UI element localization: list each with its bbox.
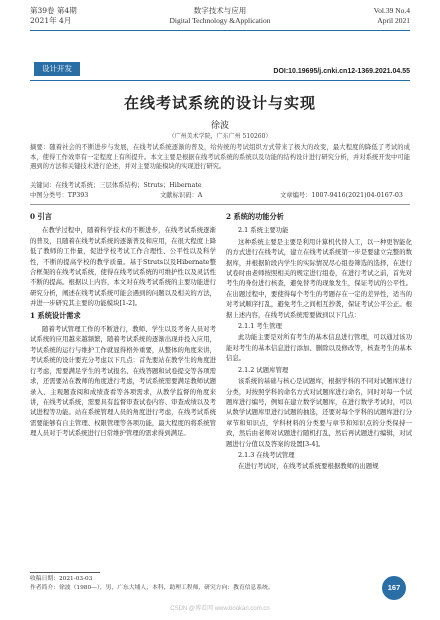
paragraph-introduction: 在教学过程中，随着科学技术的不断进步，在线考试系统逐渐的普及，且随着在线考试系统的逐渐普及和应用，在很大程度上降低了教师的工作量，促进学校考试工作合理性、公平性以及科学性，不断的提高学校的教学质量。基于Struts以及Hibernate整合框架的在线考试系统，使得在线考试系统的可维护性以及灵活性不断的提高。根据以上内容，本文对在线考试系统的主要功能进行研究分析，阐述在线考试系统可能会遇到的问题以及相关的方法，并进一步研究其主要的功能模块[1-2]。 bbox=[30, 226, 216, 308]
section-rule bbox=[30, 80, 410, 81]
right-column bbox=[226, 210, 412, 473]
paragraph-online-exam: 在进行考试时，在线考试系统要根据教师的出题规 bbox=[238, 462, 379, 471]
abstract: 摘要：随着社会的不断进步与发展，在线考试系统逐渐的普及，给传统的考试组织方式带来了极大的改变，最大程度的降低了考试的成本，使得工作效率有一定程度上有所提升。本文主要是根据在线考试系统的系统以及功能的结构设计进行研究分析，并对系统开发中可能遇到的方法和关键技术进行论述，并对主要功能模块的实现进行研究。 bbox=[30, 144, 410, 171]
footnote-rule bbox=[30, 572, 100, 573]
paragraph-student-management: 此功能主要是对所有考生的基本信息进行管理，可以通过该功能对考生的基本信息进行添加、删除以及修改等，核查考生的基本信息。 bbox=[226, 333, 412, 363]
watermark: CSDN @博看网 www.bookan.com.cn bbox=[170, 606, 270, 612]
abstract-rule bbox=[30, 204, 410, 205]
article-number: 文章编号：1007-9416(2021)04-0167-03 bbox=[280, 192, 403, 199]
class-number: 中图分类号：TP393 bbox=[30, 192, 89, 199]
keywords: 关键词：在线考试系统；三层体系结构；Struts；Hibernate bbox=[30, 182, 202, 189]
paragraph-question-bank: 该系统的基础与核心是试题库，根据学科的不同对试题库进行分类，对按照学科的命名方式对试题库进行命名，同时对每一个试题库进行编号，例如在建立数学试题库，在进行数学考试时，可以从数学试题库里进行试题的抽选，还要对每个学科的试题库进行分章节和知识点，学科材料的分类要与章节和知识点的分类保持一致，然后由老师对试题进行随机打乱，然后再试题进行编辑，对试题进行分值以及答案的设置[3-4]。 bbox=[226, 377, 412, 448]
heading-student-management: 2.1.1 考生管理 bbox=[238, 322, 282, 331]
page-number: 167 bbox=[382, 576, 406, 600]
heading-question-bank: 2.1.2 试题库管理 bbox=[238, 365, 289, 374]
heading-introduction: 0 引言 bbox=[30, 212, 52, 221]
left-column bbox=[30, 210, 216, 440]
heading-function-analysis: 2 系统的功能分析 bbox=[226, 212, 284, 221]
affiliation: （广州美术学院，广东广州 510260） bbox=[168, 133, 272, 140]
heading-main-functions: 2.1 系统主要功能 bbox=[238, 226, 289, 235]
author: 徐波 bbox=[210, 121, 229, 131]
header-volume-en: Vol.39 No.4 April 2021 bbox=[373, 6, 410, 25]
paragraph-main-functions: 这种系统主要是主要是利用计算机代替人工，以一种更智能化的方式进行在线考试，建立在线考试系统第一步是要建立完整的数据库，并根据阶段内学生的实际情况尽心组卷筛选的选择，在进行试卷时由老师按照相关的规定进行组卷，在进行考试之前，首先对考生的身份进行核查，避免替考的现象发生，保证考试的公平性。在出题过程中，要使得每个考生的考题存在一定的差异性，适当的对考试顺序打乱，避免考生之间相互抄袭，保证考试公平公正。根据上述内容，在线考试系统需要做到以下几点： bbox=[226, 237, 412, 319]
document-code: 文献标识码：A bbox=[160, 192, 203, 199]
header-rule bbox=[30, 30, 410, 31]
heading-design-requirements: 1 系统设计需求 bbox=[30, 310, 81, 320]
journal-header bbox=[0, 0, 440, 34]
heading-online-exam: 2.1.3 在线考试管理 bbox=[238, 450, 295, 459]
doi: DOI:10.19695/j.cnki.cn12-1369.2021.04.55 bbox=[273, 68, 410, 75]
header-journal-name: 数字技术与应用 Digital Technology &Application bbox=[169, 6, 271, 25]
header-volume-cn: 第39卷 第4期 2021年 4月 bbox=[30, 6, 77, 25]
section-tag: 设计开发 bbox=[34, 62, 80, 76]
footnote-received: 收稿日期：2021-03-03 bbox=[30, 576, 93, 582]
classification-line bbox=[30, 191, 410, 201]
footnote-author: 作者简介：徐波（1980—），男，广东大埔人，本科，助理工程师，研究方向：教育信息系统。 bbox=[30, 585, 274, 591]
article-title: 在线考试系统的设计与实现 bbox=[123, 94, 316, 112]
paragraph-design-requirements: 随着考试管理工作的不断进行，教师、学生以及考务人员对考试系统的应用越来越频繁，随着考试系统的逐渐出现并投入应用，考试系统的运行与维护工作就显得格外重要，从整体的角度来讲，考试系统的设计要充分考虑以下几点：首先要站在教学生的角度进行考虑，需要满足学生的考试报名、在线答题和试卷提交等各项需求，还需要站在教师的角度进行考虑，考试系统需要满足教师试题录入、主观题查阅和成绩查看等各项需求，从教学监督的角度来讲，在线考试系统，需要具有监督审查试卷内容、审查成绩以及考试进程等功能。站在系统管理人员的角度进行考虑，在线考试系统需要能够有自主管理、权限管理等各项功能，最大程度的将系统管理人员对于考试系统进行日常维护管理的需求得到满足。 bbox=[30, 325, 216, 438]
